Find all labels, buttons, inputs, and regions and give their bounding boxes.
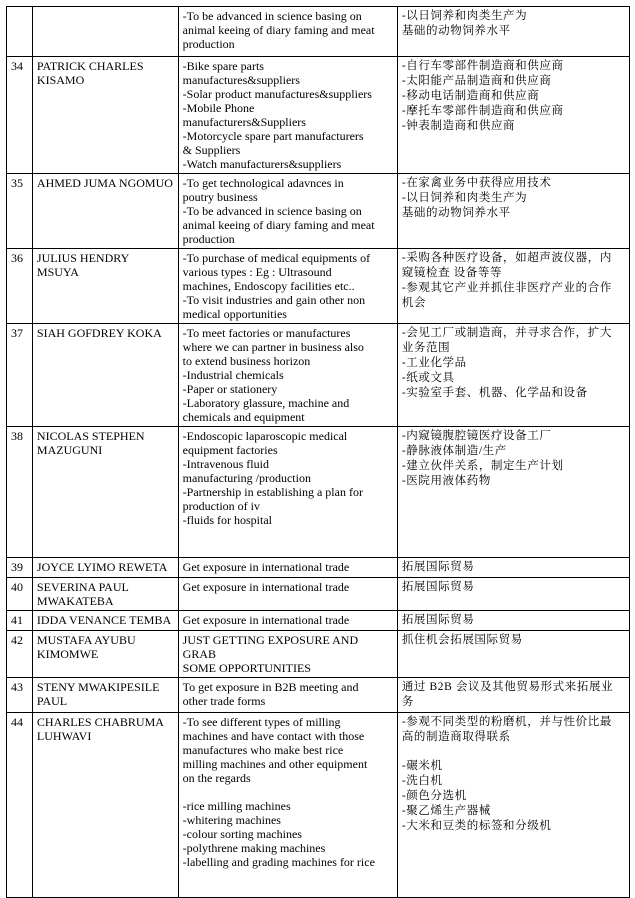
chinese-objective-line: -太阳能产品制造商和供应商: [401, 75, 552, 87]
table-row: [7, 678, 630, 713]
chinese-objectives: [397, 57, 629, 174]
participant-name: AHMED JUMA NGOMUO: [32, 174, 178, 249]
chinese-objective-line: -碾米机: [401, 760, 443, 772]
english-objective-line: manufactures&suppliers: [182, 73, 300, 87]
english-objective-line: SOME OPPORTUNITIES: [182, 661, 311, 675]
english-objective-line: -Motorcycle spare part manufacturers: [182, 129, 364, 143]
english-objective-line: -To be advanced in science basing on: [182, 9, 362, 23]
english-objectives: [178, 249, 397, 324]
row-number: [7, 7, 33, 57]
chinese-objective-line: 窥镜检查 设备等等: [401, 267, 503, 279]
table-row: [7, 57, 630, 174]
english-objective-line: To get exposure in B2B meeting and: [182, 680, 359, 694]
english-objective-line: -Solar product manufactures&suppliers: [182, 87, 372, 101]
english-objective-line: equipment factories: [182, 443, 278, 457]
chinese-objective-line: 拓展国际贸易: [401, 561, 475, 573]
row-number: 38: [7, 427, 33, 558]
table-row: [7, 713, 630, 898]
chinese-objective-line: -医院用液体药物: [401, 475, 491, 487]
english-objective-line: -To get technological adavnces in: [182, 176, 344, 190]
chinese-objectives: [397, 174, 629, 249]
english-objective-line: various types : Eg : Ultrasound: [182, 265, 332, 279]
english-objective-line: -Industrial chemicals: [182, 368, 284, 382]
english-objective-line: Get exposure in international trade: [182, 613, 350, 627]
chinese-objective-line: -工业化学品: [401, 357, 467, 369]
chinese-objective-line: 业务范围: [401, 342, 451, 354]
table-row: [7, 427, 630, 558]
chinese-objective-line: 抓住机会拓展国际贸易: [401, 634, 523, 646]
english-objective-line: -Mobile Phone: [182, 101, 255, 115]
participant-name: CHARLES CHABRUMA LUHWAVI: [32, 713, 178, 898]
chinese-objectives: [397, 611, 629, 631]
english-objective-line: production: [182, 37, 235, 51]
table-row: [7, 324, 630, 427]
chinese-objectives: [397, 324, 629, 427]
english-objective-line: -To visit industries and gain other non: [182, 293, 366, 307]
english-objectives: [178, 713, 397, 898]
row-number: 41: [7, 611, 33, 631]
english-objective-line: -To purchase of medical equipments of: [182, 251, 371, 265]
english-objective-line: -fluids for hospital: [182, 513, 272, 527]
table-row: [7, 174, 630, 249]
english-objective-line: -Watch manufacturers&suppliers: [182, 157, 342, 171]
chinese-objective-line: 基础的动物饲养水平: [401, 207, 511, 219]
chinese-objective-line: -会见工厂或制造商，并寻求合作，扩大: [401, 327, 612, 339]
row-number: 37: [7, 324, 33, 427]
table-row: [7, 611, 630, 631]
english-objective-line: -rice milling machines: [182, 799, 291, 813]
chinese-objective-line: -参观不同类型的粉磨机，并与性价比最: [401, 716, 612, 728]
chinese-objective-line: 拓展国际贸易: [401, 581, 475, 593]
chinese-objective-line: -聚乙烯生产器械: [401, 805, 491, 817]
chinese-objective-line: 机会: [401, 297, 427, 309]
english-objective-line: to extend business horizon: [182, 354, 311, 368]
table-row: [7, 631, 630, 678]
english-objectives: [178, 57, 397, 174]
row-number: 40: [7, 578, 33, 611]
chinese-objective-line: -颜色分选机: [401, 790, 467, 802]
english-objectives: [178, 7, 397, 57]
table-row: [7, 249, 630, 324]
chinese-objective-line: -钟表制造商和供应商: [401, 120, 516, 132]
chinese-objectives: [397, 427, 629, 558]
english-objectives: [178, 427, 397, 558]
english-objective-line: manufactures who make best rice: [182, 743, 344, 757]
row-number: 36: [7, 249, 33, 324]
english-objective-line: machines and have contact with those: [182, 729, 365, 743]
chinese-objective-line: -自行车零部件制造商和供应商: [401, 60, 564, 72]
chinese-objective-line: -内窥镜腹腔镜医疗设备工厂: [401, 430, 552, 442]
english-objective-line: -Partnership in establishing a plan for: [182, 485, 363, 499]
english-objective-line: milling machines and other equipment: [182, 757, 368, 771]
english-objective-line: manufacturers&Suppliers: [182, 115, 306, 129]
chinese-objective-line: -移动电话制造商和供应商: [401, 90, 540, 102]
english-objectives: [178, 678, 397, 713]
chinese-objectives: [397, 578, 629, 611]
english-objective-line: machines, Endoscopy facilities etc..: [182, 279, 355, 293]
participants-table: [6, 6, 630, 898]
english-objective-line: -labelling and grading machines for rice: [182, 855, 375, 869]
participant-name: STENY MWAKIPESILE PAUL: [32, 678, 178, 713]
english-objective-line: animal keeing of diary faming and meat: [182, 218, 375, 232]
chinese-objective-line: 通过 B2B 会议及其他贸易形式来拓展业: [401, 681, 614, 693]
chinese-objective-line: -纸或文具: [401, 372, 455, 384]
row-number: 39: [7, 558, 33, 578]
english-objectives: [178, 611, 397, 631]
chinese-objective-line: -静脉液体制造/生产: [401, 445, 507, 457]
english-objective-line: -To meet factories or manufactures: [182, 326, 351, 340]
english-objective-line: & Suppliers: [182, 143, 241, 157]
english-objective-line: -colour sorting machines: [182, 827, 302, 841]
chinese-objective-line: -摩托车零部件制造商和供应商: [401, 105, 564, 117]
english-objective-line: Get exposure in international trade: [182, 560, 350, 574]
english-objective-line: JUST GETTING EXPOSURE AND GRAB: [182, 633, 359, 661]
participant-name: NICOLAS STEPHEN MAZUGUNI: [32, 427, 178, 558]
english-objective-line: production of iv: [182, 499, 260, 513]
english-objectives: [178, 174, 397, 249]
row-number: 34: [7, 57, 33, 174]
chinese-objective-line: -洗白机: [401, 775, 443, 787]
english-objective-line: animal keeing of diary faming and meat: [182, 23, 375, 37]
table-row: [7, 578, 630, 611]
chinese-objective-line: -在家禽业务中获得应用技术: [401, 177, 552, 189]
english-objective-line: -Intravenous fluid: [182, 457, 269, 471]
table-row: [7, 7, 630, 57]
english-objective-line: -Laboratory glassure, machine and: [182, 396, 350, 410]
english-objectives: [178, 578, 397, 611]
english-objective-line: poutry business: [182, 190, 258, 204]
english-objective-line: manufacturing /production: [182, 471, 311, 485]
chinese-objective-line: 务: [401, 696, 414, 708]
english-objective-line: -To be advanced in science basing on: [182, 204, 362, 218]
english-objective-line: on the regards: [182, 771, 251, 785]
participant-name: IDDA VENANCE TEMBA: [32, 611, 178, 631]
row-number: 44: [7, 713, 33, 898]
participant-name: SEVERINA PAUL MWAKATEBA: [32, 578, 178, 611]
english-objective-line: other trade forms: [182, 694, 266, 708]
chinese-objective-line: -采购各种医疗设备，如超声波仪器，内: [401, 252, 612, 264]
english-objective-line: medical opportunities: [182, 307, 287, 321]
row-number: 43: [7, 678, 33, 713]
row-number: 35: [7, 174, 33, 249]
participant-name: PATRICK CHARLES KISAMO: [32, 57, 178, 174]
english-objective-line: [183, 785, 393, 799]
english-objective-line: -To see different types of milling: [182, 715, 341, 729]
english-objective-line: -whitering machines: [182, 813, 281, 827]
chinese-objective-line: -实验室手套、机器、化学品和设备: [401, 387, 588, 399]
chinese-objectives: [397, 7, 629, 57]
chinese-objectives: [397, 249, 629, 324]
english-objective-line: -Paper or stationery: [182, 382, 278, 396]
chinese-objectives: [397, 678, 629, 713]
participants-table-body: [7, 7, 630, 898]
chinese-objective-line: [402, 745, 625, 759]
participant-name: SIAH GOFDREY KOKA: [32, 324, 178, 427]
english-objectives: [178, 631, 397, 678]
english-objectives: [178, 558, 397, 578]
chinese-objective-line: -大米和豆类的标签和分级机: [401, 820, 552, 832]
english-objective-line: where we can partner in business also: [182, 340, 364, 354]
chinese-objective-line: 拓展国际贸易: [401, 614, 475, 626]
english-objective-line: -Endoscopic laparoscopic medical: [182, 429, 348, 443]
english-objective-line: production: [182, 232, 235, 246]
chinese-objectives: [397, 631, 629, 678]
participant-name: MUSTAFA AYUBU KIMOMWE: [32, 631, 178, 678]
table-row: [7, 558, 630, 578]
participant-name: JOYCE LYIMO REWETA: [32, 558, 178, 578]
english-objective-line: -polythrene making machines: [182, 841, 326, 855]
english-objective-line: Get exposure in international trade: [182, 580, 350, 594]
english-objective-line: chemicals and equipment: [182, 410, 305, 424]
chinese-objective-line: -参观其它产业并抓住非医疗产业的合作: [401, 282, 612, 294]
chinese-objective-line: -建立伙伴关系，制定生产计划: [401, 460, 564, 472]
chinese-objective-line: 高的制造商取得联系: [401, 731, 511, 743]
chinese-objective-line: -以日饲养和肉类生产为: [401, 10, 528, 22]
chinese-objectives: [397, 558, 629, 578]
english-objectives: [178, 324, 397, 427]
row-number: 42: [7, 631, 33, 678]
chinese-objective-line: -以日饲养和肉类生产为: [401, 192, 528, 204]
chinese-objectives: [397, 713, 629, 898]
english-objective-line: -Bike spare parts: [182, 59, 264, 73]
participant-name: [32, 7, 178, 57]
participant-name: JULIUS HENDRY MSUYA: [32, 249, 178, 324]
chinese-objective-line: 基础的动物饲养水平: [401, 25, 511, 37]
